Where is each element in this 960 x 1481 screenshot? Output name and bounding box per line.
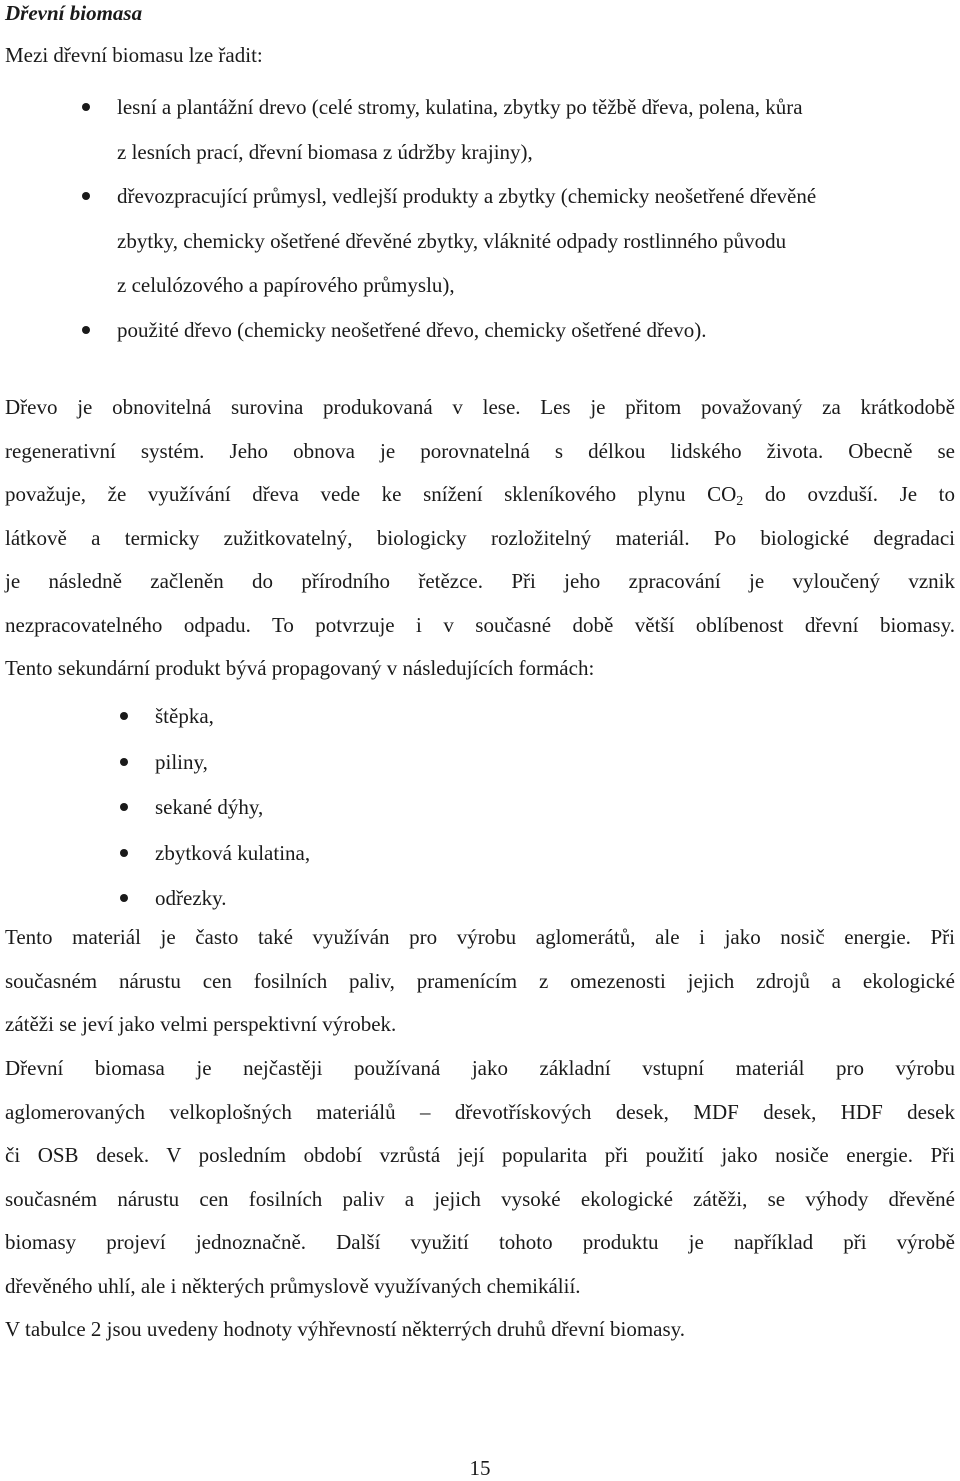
bullet-icon (82, 192, 90, 200)
list-item: odřezky. (0, 876, 310, 922)
bullet-icon (82, 103, 90, 111)
list-item: piliny, (0, 740, 310, 786)
subscript: 2 (736, 494, 744, 509)
paragraph-biomass-use: Dřevní biomasa je nejčastěji používaná jako základní vstupní materiál pro výrobu aglomerovaných velkoplošných materiálů – dřevotřískových desek, MDF desek, HDF desek či OSB desek. V posledním období vzrůstá její popularita při použití jako nosiče energie. Při současném nárustu cen fosilních paliv a jejich vysoké ekologické zátěži, se výhody dřevěné biomasy projeví jednoznačně. Další využití tohoto produktu je například při výrobě dřevěného uhlí, ale i některých průmyslově využívaných chemikálií. (5, 1056, 955, 1298)
paragraph-material-use: Tento materiál je často také využíván pro výrobu aglomerátů, ale i jako nosič energie. Při současném nárustu cen fosilních paliv, pramenícím z omezenosti jejich zdrojů a ekologické zátěži se jeví jako velmi perspektivní výrobek. (5, 925, 955, 1036)
list-item: zbytková kulatina, (0, 831, 310, 877)
biomass-sources-list (0, 85, 960, 352)
section-heading: Dřevní biomasa (5, 1, 143, 25)
paragraph-forms-intro: Tento sekundární produkt bývá propagovaný v následujících formách: (5, 656, 595, 680)
bullet-icon (120, 894, 128, 902)
intro-paragraph: Mezi dřevní biomasu lze řadit: (5, 43, 263, 67)
list-item: sekané dýhy, (0, 785, 310, 831)
bullet-icon (120, 803, 128, 811)
bullet-icon (120, 712, 128, 720)
list-item: dřevozpracující průmysl, vedlejší produkty a zbytky (chemicky neošetřené dřevěné zbytky, chemicky ošetřené dřevěné zbytky, vláknité odpady rostlinného původu z celulózového a papírového průmyslu), (0, 174, 960, 308)
list-item: štěpka, (0, 694, 310, 740)
bullet-icon (82, 326, 90, 334)
paragraph-wood-renewable: Dřevo je obnovitelná surovina produkovaná v lese. Les je přitom považovaný za krátkodobě regenerativní systém. Jeho obnova je porovnatelná s délkou lidského života. Obecně se považuje, že využívání dřeva vede ke snížení skleníkového plynu $CO_2$ do ovzduší. Je to látkově a termicky zužitkovatelný, biologicky rozložitelný materiál. Po biologické degradaci je následně začleněn do přírodního řetězce. Při jeho zpracování je vyloučený vznik nezpracovatelného odpadu. To potvrzuje i v současné době větší oblíbenost dřevní biomasy. (5, 395, 955, 637)
paragraph-table-reference: V tabulce 2 jsou uvedeny hodnoty výhřevností některrých druhů dřevní biomasy. (5, 1317, 686, 1341)
list-item: lesní a plantážní drevo (celé stromy, kulatina, zbytky po těžbě dřeva, polena, kůra z lesních prací, dřevní biomasa z údržby krajiny), (0, 85, 960, 174)
page-number: 15 (469, 1456, 491, 1480)
bullet-icon (120, 758, 128, 766)
product-forms-list (0, 694, 310, 922)
list-item: použité dřevo (chemicky neošetřené dřevo, chemicky ošetřené dřevo). (0, 308, 960, 353)
bullet-icon (120, 849, 128, 857)
